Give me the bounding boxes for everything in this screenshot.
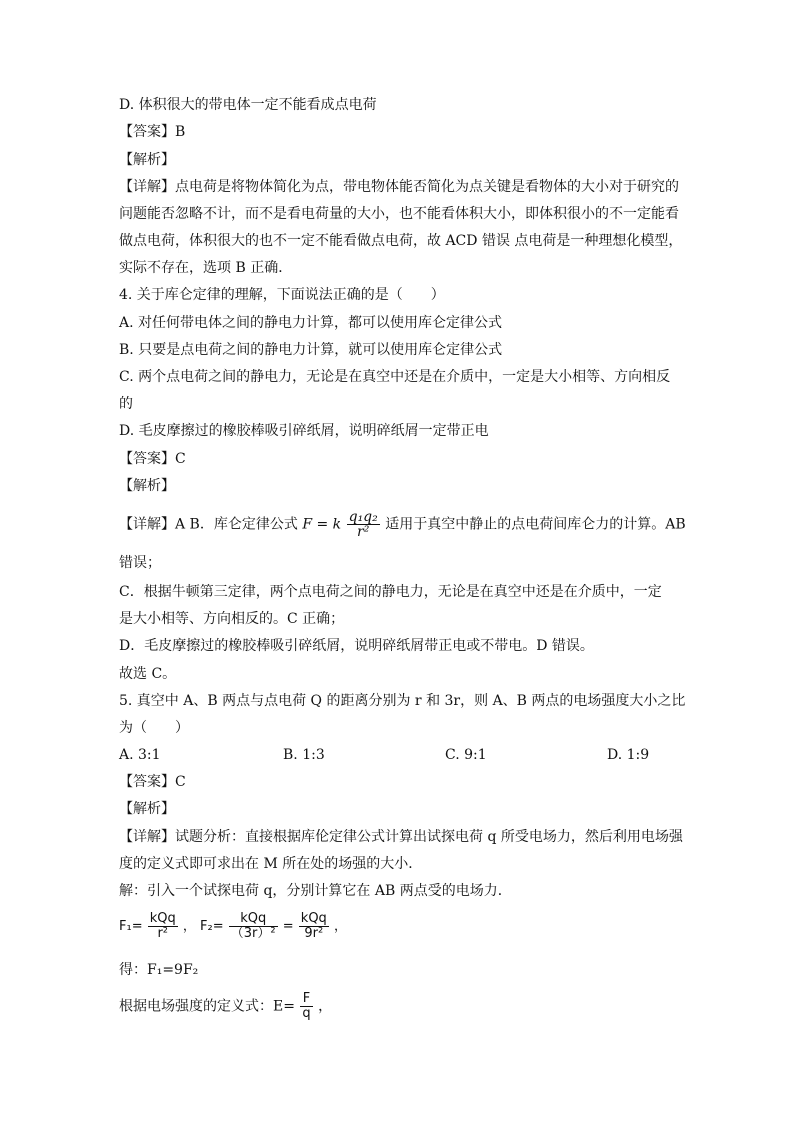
coulomb-formula-equals: = bbox=[312, 516, 333, 533]
q5-force-equations bbox=[119, 912, 347, 941]
q3-detail-line-2: 问题能否忽略不计，而不是看电荷量的大小，也不能看体积大小，即体积很小的不一定能看 bbox=[119, 206, 679, 222]
force-f3-denominator: 9r² bbox=[304, 926, 324, 941]
q4-option-c-line-1: C. 两个点电荷之间的静电力，无论是在真空中还是在介质中，一定是大小相等、方向相反 bbox=[119, 369, 671, 385]
q4-option-d: D. 毛皮摩擦过的橡胶棒吸引碎纸屑，说明碎纸屑一定带正电 bbox=[119, 423, 489, 439]
q4-detail-d: D．毛皮摩擦过的橡胶棒吸引碎纸屑，说明碎纸屑带正电或不带电。D 错误。 bbox=[119, 638, 594, 654]
force-f1-numerator: kQq bbox=[149, 911, 176, 926]
force-f2-equals: = bbox=[282, 919, 294, 934]
q3-answer: 【答案】B bbox=[119, 124, 186, 140]
q5-field-definition bbox=[119, 992, 332, 1021]
q5-analysis-heading: 【解析】 bbox=[119, 801, 175, 817]
force-end-comma: ， bbox=[333, 919, 347, 934]
q5-detail-line-2: 度的定义式即可求出在 M 所在处的场强的大小． bbox=[119, 856, 423, 872]
q5-detail-line-1: 【详解】试题分析：直接根据库伦定律公式计算出试探电荷 q 所受电场力，然后利用电场强 bbox=[119, 829, 683, 845]
force-f1-fraction bbox=[148, 912, 178, 941]
q3-option-d: D. 体积很大的带电体一定不能看成点电荷 bbox=[119, 97, 377, 113]
q4-conclusion: 故选 C。 bbox=[119, 666, 177, 682]
force-f1-label: F₁= bbox=[119, 919, 143, 934]
q4-analysis-heading: 【解析】 bbox=[119, 478, 175, 494]
q5-option-b: B. 1:3 bbox=[283, 747, 325, 763]
q5-answer: 【答案】C bbox=[119, 774, 186, 790]
q5-option-c: C. 9:1 bbox=[445, 747, 487, 763]
q4-option-b: B. 只要是点电荷之间的静电力计算，就可以使用库仑定律公式 bbox=[119, 342, 503, 358]
q4-detail-ab-suffix: 适用于真空中静止的点电荷间库仑力的计算。AB bbox=[385, 516, 686, 533]
q5-option-a: A. 3:1 bbox=[119, 747, 161, 763]
q4-detail-ab-line-2: 错误； bbox=[119, 555, 161, 571]
field-definition-denominator: q bbox=[302, 1006, 311, 1021]
q4-option-c-line-2: 的 bbox=[119, 396, 133, 412]
field-definition-prefix: 根据电场强度的定义式：E= bbox=[119, 998, 295, 1015]
force-separator: ， bbox=[182, 919, 196, 934]
force-f2-label: F₂= bbox=[200, 919, 224, 934]
field-definition-numerator: F bbox=[300, 992, 312, 1007]
q5-solution-intro: 解：引入一个试探电荷 q，分别计算它在 AB 两点受的电场力． bbox=[119, 883, 512, 899]
q3-detail-line-1: 【详解】点电荷是将物体简化为点，带电物体能否简化为点关键是看物体的大小对于研究的 bbox=[119, 179, 679, 195]
coulomb-formula-f: F bbox=[302, 516, 313, 533]
q5-option-d: D. 1:9 bbox=[607, 747, 650, 763]
q5-stem-line-2: 为（ ） bbox=[119, 720, 189, 736]
coulomb-formula-k: k bbox=[332, 516, 342, 533]
force-f3-fraction bbox=[299, 912, 329, 941]
force-f1-denominator: r² bbox=[157, 926, 169, 941]
field-definition-fraction bbox=[300, 992, 312, 1021]
q5-stem-line-1: 5. 真空中 A、B 两点与点电荷 Q 的距离分别为 r 和 3r，则 A、B 两点的电场强度大小之比 bbox=[119, 693, 686, 709]
coulomb-formula-denominator: r² bbox=[357, 524, 370, 540]
q3-detail-line-3: 做点电荷，体积很大的也不一定不能看做点电荷，故 ACD 错误 点电荷是一种理想化模型， bbox=[119, 233, 683, 249]
field-definition-end: ， bbox=[318, 998, 333, 1015]
q3-analysis-heading: 【解析】 bbox=[119, 152, 175, 168]
q4-detail-ab bbox=[119, 510, 686, 539]
q4-detail-c-line-1: C．根据牛顿第三定律，两个点电荷之间的静电力，无论是在真空中还是在介质中，一定 bbox=[119, 584, 662, 600]
q4-stem: 4. 关于库仑定律的理解，下面说法正确的是（ ） bbox=[119, 287, 445, 303]
q4-detail-ab-prefix: 【详解】A B．库仑定律公式 bbox=[119, 516, 298, 533]
q3-detail-line-4: 实际不存在，选项 B 正确． bbox=[119, 260, 293, 276]
force-f2-numerator: kQq bbox=[229, 912, 278, 927]
q4-option-a: A. 对任何带电体之间的静电力计算，都可以使用库仑定律公式 bbox=[119, 315, 503, 331]
q5-result: 得：F₁=9F₂ bbox=[119, 962, 199, 978]
force-f2-fraction bbox=[229, 912, 278, 941]
q4-answer: 【答案】C bbox=[119, 451, 186, 467]
coulomb-formula-numerator: q₁q₂ bbox=[348, 509, 378, 525]
force-f3-numerator: kQq bbox=[300, 911, 327, 926]
q4-detail-c-line-2: 是大小相等、方向相反的。C 正确； bbox=[119, 611, 345, 627]
coulomb-formula-fraction bbox=[347, 510, 380, 539]
force-f2-denominator: （3r）² bbox=[230, 926, 276, 941]
